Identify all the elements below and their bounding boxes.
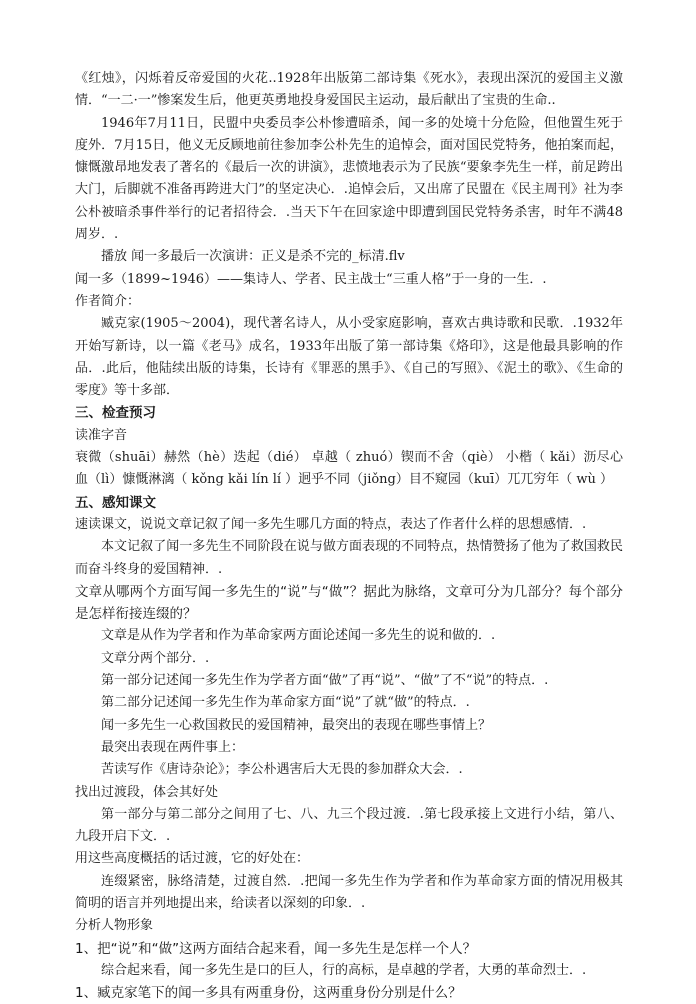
answer-part-two: 第二部分记述闻一多先生作为革命家方面“说”了就“做”的特点．. — [101, 695, 470, 711]
answer-transition: 第一部分与第二部分之间用了七、八、九三个段过渡．.第七段承接上文进行小结，第八、九段开启下文．. — [75, 806, 623, 845]
answer-events-detail: 苦读写作《唐诗杂论》；李公朴遇害后大无畏的参加群众大会．. — [101, 762, 463, 778]
pronunciation-label: 读准字音 — [75, 427, 128, 443]
character-analysis-label: 分析人物形象 — [75, 918, 154, 934]
question-transition: 找出过渡段，体会其好处 — [75, 784, 219, 800]
question-patriotism: 闻一多先生一心救国救民的爱国精神，最突出的表现在哪些事情上？ — [101, 717, 492, 733]
section-heading-preview: 三、检查预习 — [75, 405, 156, 422]
paragraph-author-intro: 臧克家(1905～2004)，现代著名诗人，从小受家庭影响，喜欢古典诗歌和民歌．.1932年开始写新诗，以一篇《老马》成名，1933年出版了第一部诗集《烙印》，这是他最具影响的作品．.此后，他陆续出版的诗集，长诗有《罪恶的黑手》、《自己的写照》、《泥土的歌》、《生命的零度》等十多部． — [75, 316, 623, 399]
question-transition-benefit: 用这些高度概括的话过渡，它的好处在： — [75, 851, 310, 867]
question-character-1: 1、把“说”和“做”这两方面结合起来看，闻一多先生是怎样一个人？ — [75, 940, 477, 957]
section-heading-perceive: 五、感知课文 — [75, 494, 156, 511]
document-page — [75, 68, 623, 1004]
video-play-line: 播放 闻一多最后一次演讲：正义是杀不完的_标清.flv — [101, 249, 405, 265]
answer-two-events: 最突出表现在两件事上： — [101, 739, 245, 755]
answer-part-one: 第一部分记述闻一多先生作为学者方面“做”了再“说”、“做”了不“说”的特点．. — [101, 673, 549, 689]
pronunciation-list: 衰微（shuāi）赫然（hè）迭起（dié） 卓越（ zhuó）锲而不舍（qiè） 小楷（ kǎi）沥尽心血（lì）慷慨淋漓（ kǒng kǎi lín lí ）迥乎不同（jiǒng）目不窥园（kuī）兀兀穷年（ wù ） — [75, 450, 623, 488]
paragraph-wen-yiduo-dates: 闻一多（1899~1946）——集诗人、学者、民主战士“三重人格”于一身的一生．. — [75, 271, 547, 287]
question-two-aspects: 文章从哪两个方面写闻一多先生的“说”与“做”？据此为脉络，文章可分为几部分？每个部分是怎样衔接连缀的？ — [75, 583, 623, 623]
answer-two-aspects: 文章是从作为学者和作为革命家两方面论述闻一多先生的说和做的．. — [101, 628, 496, 644]
question-two-identities: 1、臧克家笔下的闻一多具有两重身份，这两重身份分别是什么？ — [75, 985, 462, 1002]
paragraph-assassination: 1946年7月11日，民盟中央委员李公朴惨遭暗杀，闻一多的处境十分危险，但他置生死于度外．7月15日，他义无反顾地前往参加李公朴先生的追悼会，面对国民党特务，他拍案而起，慷慨激昂地发表了著名的《最后一次的讲演》，悲愤地表示为了民族“要象李先生一样，前足跨出大门，后脚就不准备再跨进大门”的坚定决心．.追悼会后，又出席了民盟在《民主周刊》社为李公朴被暗杀事件举行的记者招待会．.当天下午在回家途中即遭到国民党特务杀害，时年不满48周岁．. — [75, 115, 623, 243]
author-intro-label: 作者简介： — [75, 293, 141, 309]
question-speed-read: 速读课文，说说文章记叙了闻一多先生哪几方面的特点，表达了作者什么样的思想感情．. — [75, 516, 587, 532]
paragraph-red-candle: 《红烛》，闪烁着反帝爱国的火花..1928年出版第二部诗集《死水》，表现出深沉的爱国主义激情．“一二·一”惨案发生后，他更英勇地投身爱国民主运动，最后献出了宝贵的生命.. — [75, 71, 623, 109]
answer-character-1: 综合起来看，闻一多先生是口的巨人，行的高标，是卓越的学者，大勇的革命烈士．. — [101, 962, 587, 978]
answer-two-parts: 文章分两个部分．. — [101, 650, 210, 666]
answer-transition-benefit: 连缀紧密，脉络清楚，过渡自然．.把闻一多先生作为学者和作为革命家方面的情况用极其简明的语言并列地提出来，给读者以深刻的印象．. — [75, 873, 623, 911]
answer-speed-read: 本文记叙了闻一多先生不同阶段在说与做方面表现的不同特点，热情赞扬了他为了救国救民而奋斗终身的爱国精神．. — [75, 539, 623, 577]
